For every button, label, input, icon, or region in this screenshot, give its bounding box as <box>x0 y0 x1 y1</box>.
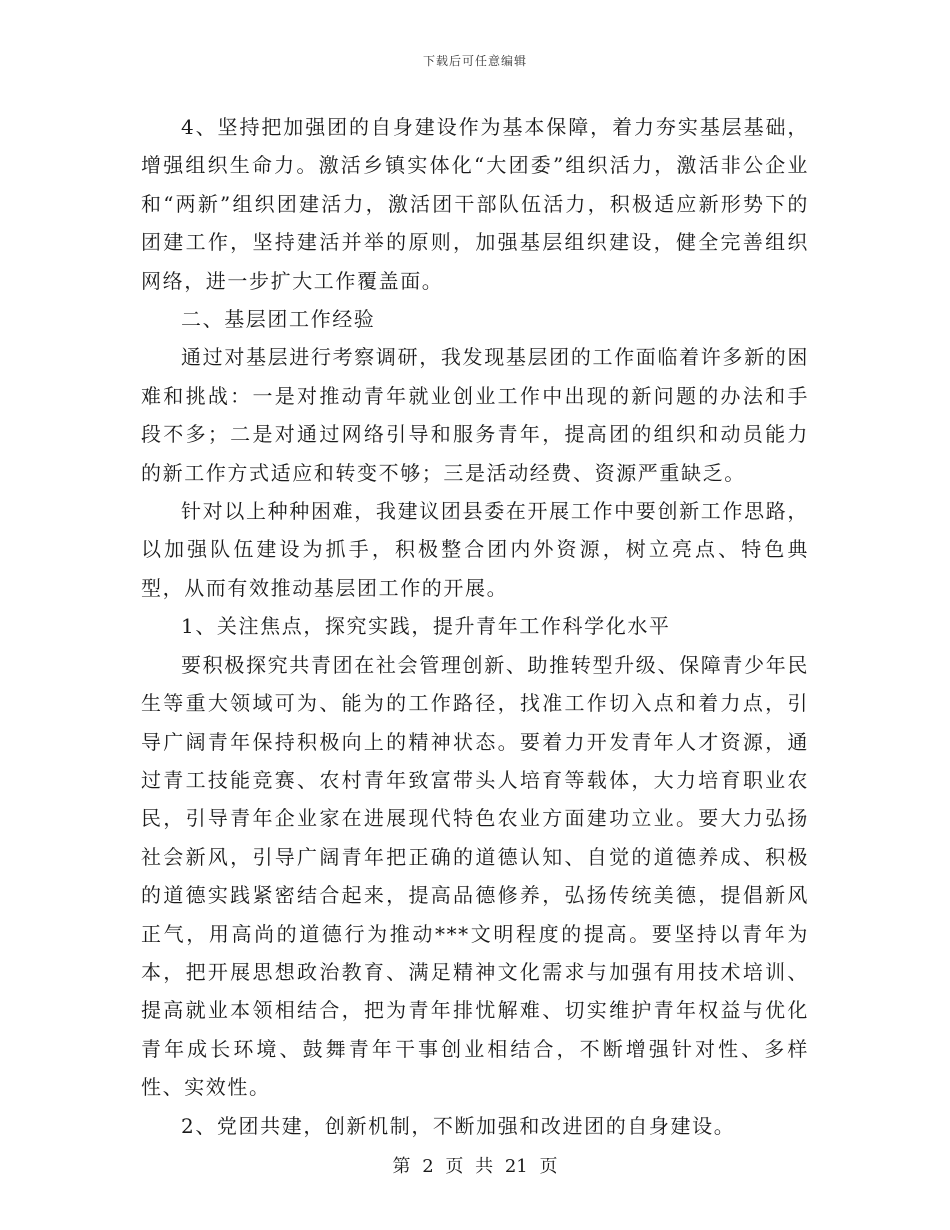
page-number: 第 2 页 共 21 页 <box>392 1156 558 1177</box>
paragraph-strengthen-self-building: 4、坚持把加强团的自身建设作为基本保障，着力夯实基层基础，增强组织生命力。激活乡镇实体化“大团委”组织活力，激活非公企业和“两新”组织团建活力，激活团干部队伍活力，积极适应新形势下的团建工作，坚持建活并举的原则，加强基层组织建设，健全完善组织网络，进一步扩大工作覆盖面。 <box>141 115 809 293</box>
section-heading-experience: 二、基层团工作经验 <box>181 307 376 332</box>
page-header: 下载后可任意编辑 <box>422 54 527 68</box>
subheading-focus-practice: 1、关注焦点，探究实践，提升青年工作科学化水平 <box>181 614 671 639</box>
paragraph-suggestions: 针对以上种种困难，我建议团县委在开展工作中要创新工作思路，以加强队伍建设为抓手，积极整合团内外资源，树立亮点、特色典型，从而有效推动基层团工作的开展。 <box>141 499 809 600</box>
document-body <box>141 108 809 1145</box>
paragraph-research-findings: 通过对基层进行考察调研，我发现基层团的工作面临着许多新的困难和挑战：一是对推动青年就业创业工作中出现的新问题的办法和手段不多；二是对通过网络引导和服务青年，提高团的组织和动员能力的新工作方式适应和转变不够；三是活动经费、资源严重缺乏。 <box>141 345 809 485</box>
subheading-party-youth-building: 2、党团共建，创新机制，不断加强和改进团的自身建设。 <box>181 1113 736 1138</box>
paragraph-youth-work-details: 要积极探究共青团在社会管理创新、助推转型升级、保障青少年民生等重大领域可为、能为的工作路径，找准工作切入点和着力点，引导广阔青年保持积极向上的精神状态。要着力开发青年人才资源，通过青工技能竞赛、农村青年致富带头人培育等载体，大力培育职业农民，引导青年企业家在进展现代特色农业方面建功立业。要大力弘扬社会新风，引导广阔青年把正确的道德认知、自觉的道德养成、积极的道德实践紧密结合起来，提高品德修养，弘扬传统美德，提倡新风正气，用高尚的道德行为推动***文明程度的提高。要坚持以青年为本，把开展思想政治教育、满足精神文化需求与加强有用技术培训、提高就业本领相结合，把为青年排忧解难、切实维护青年权益与优化青年成长环境、鼓舞青年干事创业相结合，不断增强针对性、多样性、实效性。 <box>141 652 809 1100</box>
